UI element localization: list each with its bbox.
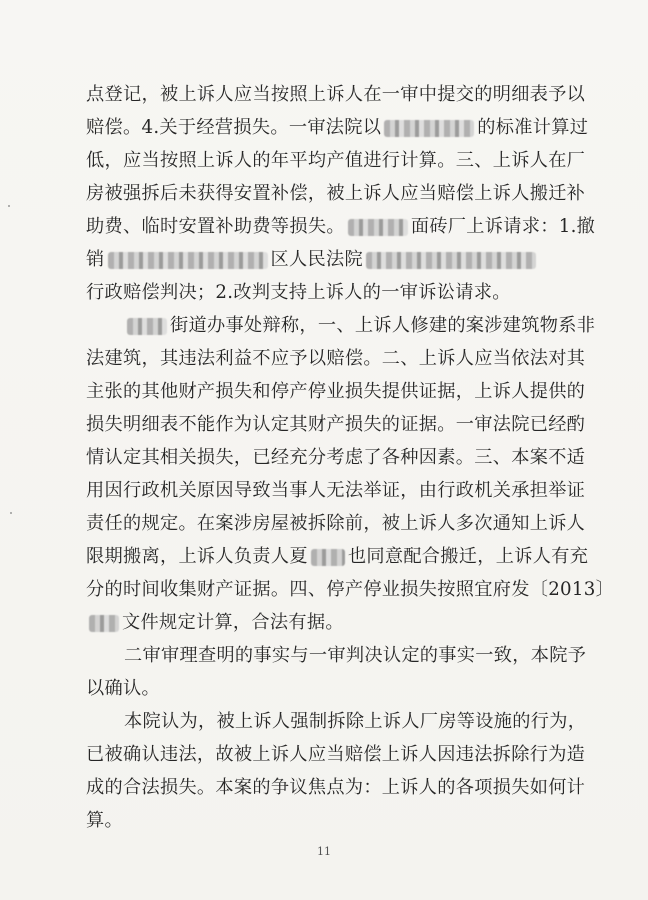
text-line — [86, 705, 606, 738]
text-segment: 销 — [86, 249, 105, 270]
page-number: 11 — [317, 845, 331, 858]
redaction-blur — [311, 549, 345, 566]
text-segment: 已被确认违法，故被上诉人应当赔偿上诉人因违法拆除行为造 — [86, 744, 586, 765]
text-segment: 分的时间收集财产证据。四、停产停业损失按照宜府发〔2013〕 — [86, 579, 615, 600]
text-segment: 行政赔偿判决；2.改判支持上诉人的一审诉讼请求。 — [86, 282, 511, 303]
redaction-blur — [89, 615, 119, 632]
redaction-blur — [127, 318, 167, 335]
text-line — [86, 804, 606, 837]
text-line — [86, 342, 606, 375]
scan-speck — [10, 512, 12, 514]
text-segment: 低，应当按照上诉人的年平均产值进行计算。三、上诉人在厂 — [86, 150, 586, 171]
redaction-blur — [366, 252, 536, 269]
text-segment: 责任的规定。在案涉房屋被拆除前，被上诉人多次通知上诉人 — [86, 513, 586, 534]
text-line — [86, 243, 606, 276]
text-line — [86, 375, 606, 408]
text-segment: 情认定其相关损失，已经充分考虑了各种因素。三、本案不适 — [86, 447, 586, 468]
text-segment: 街道办事处辩称，一、上诉人修建的案涉建筑物系非 — [170, 315, 596, 336]
text-segment: 的标准计算过 — [477, 117, 589, 138]
text-line — [86, 144, 606, 177]
text-line — [86, 309, 606, 342]
text-line — [86, 210, 606, 243]
text-segment: 法建筑，其违法利益不应予以赔偿。二、上诉人应当依法对其 — [86, 348, 586, 369]
text-line — [86, 672, 606, 705]
text-segment: 本院认为，被上诉人强制拆除上诉人厂房等设施的行为， — [124, 711, 587, 732]
text-segment: 文件规定计算，合法有据。 — [122, 612, 344, 633]
scan-speck — [8, 205, 10, 207]
text-line — [86, 606, 606, 639]
text-segment: 成的合法损失。本案的争议焦点为：上诉人的各项损失如何计 — [86, 777, 586, 798]
text-segment: 以确认。 — [86, 678, 160, 699]
text-line — [86, 111, 606, 144]
text-segment: 助费、临时安置补助费等损失。 — [86, 216, 345, 237]
text-segment: 限期搬离，上诉人负责人夏 — [86, 546, 308, 567]
text-segment: 二审审理查明的事实与一审判决认定的事实一致，本院予 — [124, 645, 587, 666]
text-line — [86, 639, 606, 672]
text-segment: 房被强拆后未获得安置补偿，被上诉人应当赔偿上诉人搬迁补 — [86, 183, 586, 204]
text-line — [86, 540, 606, 573]
redaction-blur — [348, 219, 408, 236]
text-line — [86, 474, 606, 507]
text-segment: 点登记，被上诉人应当按照上诉人在一审中提交的明细表予以 — [86, 84, 586, 105]
text-line — [86, 573, 615, 606]
text-line — [86, 78, 606, 111]
text-line — [86, 738, 606, 771]
text-segment: 区人民法院 — [270, 249, 363, 270]
text-segment: 赔偿。4.关于经营损失。一审法院以 — [86, 117, 382, 138]
redaction-blur — [384, 120, 474, 137]
text-line — [86, 771, 606, 804]
text-segment: 用因行政机关原因导致当事人无法举证，由行政机关承担举证 — [86, 480, 586, 501]
text-line — [86, 177, 606, 210]
text-segment: 面砖厂上诉请求：1.撤 — [410, 216, 596, 237]
redaction-blur — [108, 252, 268, 269]
text-segment: 算。 — [86, 810, 123, 831]
text-line — [86, 507, 606, 540]
text-segment: 损失明细表不能作为认定其财产损失的证据。一审法院已经酌 — [86, 414, 586, 435]
text-segment: 主张的其他财产损失和停产停业损失提供证据，上诉人提供的 — [86, 381, 586, 402]
text-line — [86, 441, 606, 474]
text-line — [86, 276, 606, 309]
text-line — [86, 408, 606, 441]
body-text — [86, 78, 615, 837]
text-segment: 也同意配合搬迁，上诉人有充 — [347, 546, 589, 567]
